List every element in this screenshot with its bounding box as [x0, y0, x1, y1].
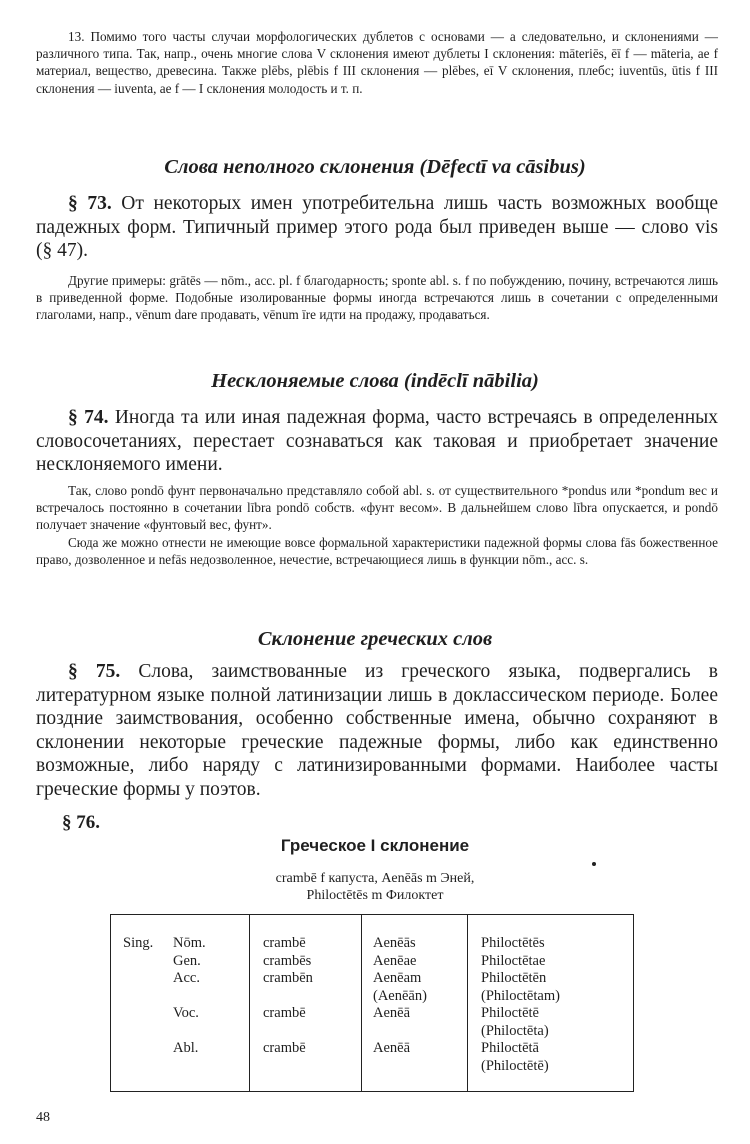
case-label: Nōm. [173, 935, 206, 951]
table-cell: crambēs [263, 952, 312, 969]
table-caption-line-1: crambē f капуста, Aenēās m Эней, [275, 871, 475, 886]
section-73-text: От некоторых имен употребительна лишь часть возможных вообще падежных форм. Типичный пример этого рода был приведен выше — слово vis (§ 47). [36, 193, 719, 261]
section-74-note [36, 482, 718, 568]
declension-table [110, 914, 634, 1092]
section-75-text: Слова, заимствованные из греческого языка, подвергались в литературном языке полной латинизации лишь в доклассическом периоде. Более поздние заимствования, особенно собственные имена, обычно сохраняют в склонении некоторые греческие падежные формы, либо как единственно возможные, либо наряду с латинизированными формами. Наиболее часты греческие формы у поэтов. [36, 661, 718, 800]
table-cell: (Aenēān) [373, 987, 427, 1004]
table-title: Греческое I склонение [280, 836, 470, 855]
section-74-note-2: Сюда же можно отнести не имеющие вовсе формальной характеристики падежной формы слова fās божественное право, дозволенное и nefās недозволенное, нечестие, встречающиеся лишь в функции nōm., acc. s. [36, 534, 718, 567]
table-cell: Aenēās [373, 935, 416, 951]
heading-greek: Склонение греческих слов [257, 628, 493, 650]
table-cell: crambē [263, 1040, 306, 1056]
table-divider [361, 915, 362, 1091]
table-cell: Aenēā [373, 1040, 411, 1056]
case-label: Voc. [173, 1005, 199, 1021]
aeneas-column [373, 935, 427, 1058]
table-divider [467, 915, 468, 1091]
section-73-number: § 73. [68, 193, 112, 214]
table-cell: Philoctētēn [481, 970, 547, 986]
section-74-number: § 74. [68, 407, 109, 428]
section-76-number: § 76. [62, 812, 100, 833]
table-cell: (Philoctēta) [481, 1022, 549, 1039]
table-caption [0, 870, 750, 904]
heading-indeclinable: Несклоняемые слова (indēclī nābilia) [211, 370, 539, 392]
table-cell: Philoctētēs [481, 935, 545, 951]
stray-dot [592, 862, 596, 866]
paragraph-13-text: 13. Помимо того часты случаи морфологических дублетов с основами — а следовательно, и склонениями — различного типа. Так, напр., очень многие слова V склонения имеют дублеты I склонения: māteriēs, ēī f — māteria, ae f материал, вещество, древесина. Также plēbs, plēbis f III склонения — plēbes, eī V склонения, плебс; iuventūs, ūtis f III склонения — iuventa, ae f — I склонения молодость и т. п. [36, 29, 718, 96]
case-label: Gen. [173, 952, 201, 969]
page-number: 48 [36, 1110, 50, 1125]
table-cell: Philoctētā [481, 1040, 539, 1056]
crambe-column [263, 935, 313, 1058]
table-cell: Aenēae [373, 952, 417, 969]
heading-defective: Слова неполного склонения (Dēfectī va cāsibus) [164, 156, 586, 178]
paragraph-13 [36, 28, 718, 97]
table-cell: Aenēā [373, 1005, 411, 1021]
section-74-note-1: Так, слово pondō фунт первоначально представляло собой abl. s. от существительного *pondus или *pondum вес и встречалось постоянно в сочетании lībra pondō собств. «фунт весом». В дальнейшем слово lībra опускается, и pondō получает значение «фунтовый вес, фунт». [36, 483, 718, 533]
philoctetes-column [481, 935, 560, 1075]
section-73-note [36, 272, 718, 324]
section-73-note-text: Другие примеры: grātēs — nōm., acc. pl. f благодарность; sponte abl. s. f по побуждению, почину, встречаются лишь в приведенной форме. Подобные изолированные формы иногда встречаются лишь в сочетании с определенными глаголами, напр., vēnum dare продавать, vēnum īre идти на продажу, продаваться. [36, 273, 718, 323]
table-cell: crambē [263, 935, 306, 951]
section-73 [36, 192, 718, 263]
table-cell: Philoctētē [481, 1005, 539, 1021]
table-divider [249, 915, 250, 1091]
table-cell: Philoctētae [481, 952, 546, 969]
table-cell: Aenēam [373, 970, 422, 986]
section-74 [36, 406, 718, 477]
section-75 [36, 660, 718, 801]
table-cell: crambēn [263, 970, 313, 986]
case-label: Abl. [173, 1040, 199, 1056]
case-column [123, 935, 206, 1058]
table-cell: (Philoctētē) [481, 1057, 549, 1074]
number-label: Sing. [123, 935, 154, 951]
section-75-number: § 75. [68, 661, 121, 682]
table-caption-line-2: Philoctētēs m Филоктет [306, 888, 444, 903]
section-74-text: Иногда та или иная падежная форма, часто встречаясь в определенных словосочетаниях, перестает сознаваться как таковая и приобретает значение несклоняемого имени. [36, 407, 718, 475]
case-label: Acc. [173, 970, 200, 986]
number-row [123, 935, 206, 953]
table-cell: crambē [263, 1005, 306, 1021]
table-cell: (Philoctētam) [481, 987, 560, 1004]
